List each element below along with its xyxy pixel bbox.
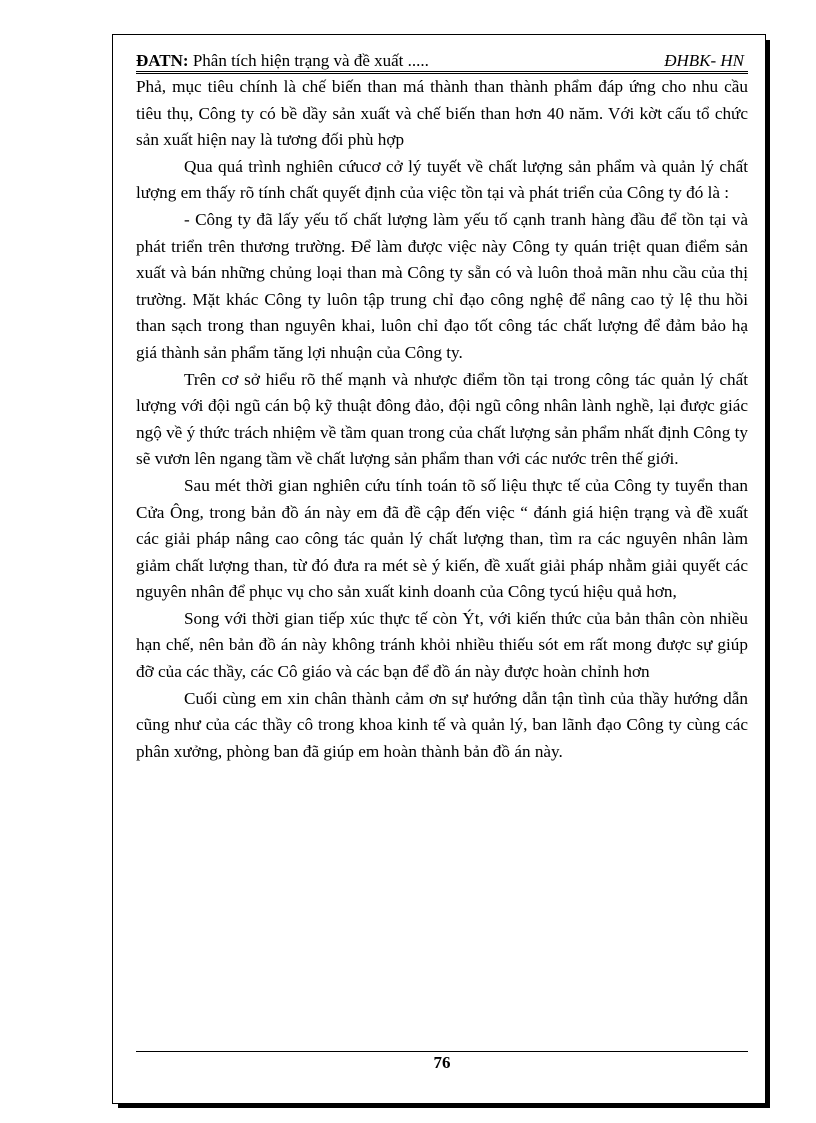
- paragraph-1: Phả, mục tiêu chính là chế biến than má thành than thành phẩm đáp ứng cho nhu cầu tiêu thụ, Công ty có bề dầy sản xuất và chế biến than hơn 40 năm. Với kờt cấu tổ chức sản xuất hiện nay là tương đối phù hợp: [136, 77, 748, 150]
- page-border-shadow-bottom: [118, 1104, 770, 1108]
- page-header: [136, 48, 748, 74]
- footer-rule: [136, 1051, 748, 1052]
- paragraph-7: Cuối cùng em xin chân thành cảm ơn sự hướng dẫn tận tình của thầy hướng dẫn cũng như của các thầy cô trong khoa kinh tế và quản lý, ban lãnh đạo Công ty cùng các phân xưởng, phòng ban đã giúp em hoàn thành bản đồ án này.: [136, 688, 748, 761]
- header-title: [136, 51, 429, 71]
- page-border-shadow-right: [766, 40, 770, 1108]
- paragraph-2: Qua quá trình nghiên cứucơ cở lý tuyết về chất lượng sản phẩm và quản lý chất lượng em thấy rõ tính chất quyết định của việc tồn tại và phát triển của Công ty đó là :: [136, 156, 748, 203]
- page-number: 76: [433, 1053, 451, 1072]
- paragraph-3: - Công ty đã lấy yếu tố chất lượng làm yếu tố cạnh tranh hàng đầu để tồn tại và phát triển trên thương trường. Để làm được việc này Công ty quán triệt quan điểm sản xuất và bán những chủng loại than mà Công ty sẵn có và luôn thoả mãn nhu cầu của thị trường. Mặt khác Công ty luôn tập trung chỉ đạo công nghệ để nâng cao tỷ lệ thu hồi than sạch trong than nguyên khai, luôn chỉ đạo tốt công tác chất lượng để đảm bảo hạ giá thành sản phẩm tăng lợi nhuận của Công ty.: [136, 209, 748, 362]
- header-institution: ĐHBK- HN: [664, 51, 744, 70]
- paragraph-6: Song với thời gian tiếp xúc thực tế còn Ýt, với kiến thức của bản thân còn nhiều hạn chế, nên bản đồ án này không tránh khỏi nhiều thiếu sót em rất mong được sự giúp đỡ của các thầy, các Cô giáo và các bạn để đồ án này được hoàn chỉnh hơn: [136, 608, 748, 682]
- document-body: [136, 74, 748, 765]
- header-title-text: Phân tích hiện trạng và đề xuất .....: [188, 51, 429, 70]
- header-title-prefix: ĐATN:: [136, 51, 189, 70]
- paragraph-5: Sau mét thời gian nghiên cứu tính toán tõ số liệu thực tế của Công ty tuyển than Cửa Ông, trong bản đồ án này em đã đề cập đến việc “ đánh giá hiện trạng và đề xuất các giải pháp nâng cao công tác quản lý chất lượng than, tìm ra các nguyên nhân làm giảm chất lượng than, từ đó đưa ra mét sè ý kiến, đề xuất giải pháp nhằm giải quyết các nguyên nhân để phục vụ cho sản xuất kinh doanh của Công tycú hiệu quả hơn,: [136, 475, 748, 602]
- paragraph-4: Trên cơ sở hiểu rõ thế mạnh và nhược điểm tồn tại trong công tác quản lý chất lượng với đội ngũ cán bộ kỹ thuật đông đảo, đội ngũ công nhân lành nghề, lại được giác ngộ về ý thức trách nhiệm về tầm quan trong của chất lượng sản phẩm nhất định Công ty sẽ vươn lên ngang tầm về chất lượng sản phẩm than với các nước trên thế giới.: [136, 369, 748, 469]
